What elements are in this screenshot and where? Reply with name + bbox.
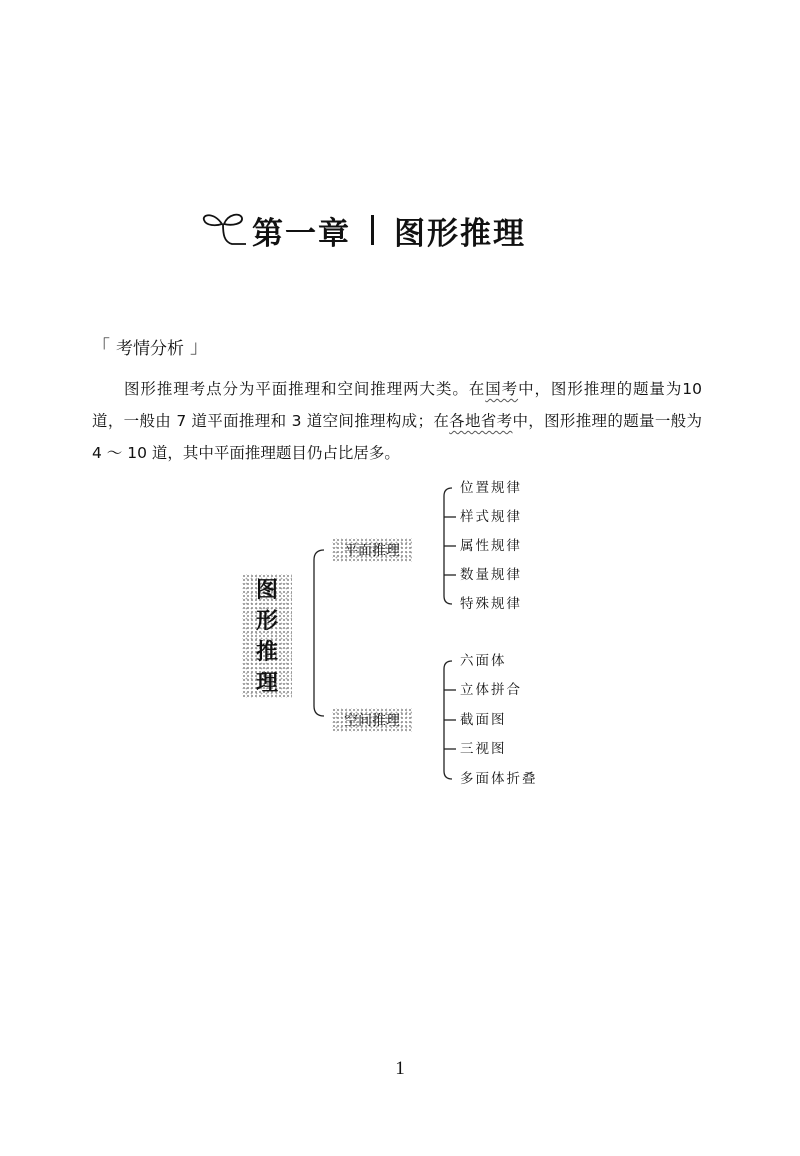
leaf-item: 立体拼合 bbox=[460, 682, 522, 698]
leaf-item: 数量规律 bbox=[460, 567, 522, 583]
open-bracket: 「 bbox=[92, 337, 110, 358]
close-bracket: 」 bbox=[190, 337, 208, 358]
leaf-item: 位置规律 bbox=[460, 480, 522, 496]
leaf-item: 三视图 bbox=[460, 741, 507, 757]
chapter-name: 图形推理 bbox=[394, 215, 526, 252]
chapter-title bbox=[200, 205, 620, 255]
section-heading bbox=[92, 333, 208, 359]
sprout-icon bbox=[200, 210, 248, 250]
intro-paragraph bbox=[92, 373, 702, 469]
branch-plane-reasoning: 平面推理 bbox=[332, 538, 412, 562]
para-emphasis-1: 国考 bbox=[485, 380, 519, 398]
branch-space-reasoning: 空间推理 bbox=[332, 708, 412, 732]
diagram-root: 图 形 推 理 bbox=[242, 574, 292, 698]
page-number: 1 bbox=[395, 1058, 405, 1079]
chapter-separator bbox=[371, 215, 374, 245]
leaf-item: 属性规律 bbox=[460, 538, 522, 554]
leaf-item: 样式规律 bbox=[460, 509, 522, 525]
para-text-3: 中，图形推理的题量一般为 4 ～ 10 道，其中平面推理题目仍占比居多。 bbox=[92, 412, 702, 462]
para-text-1: 图形推理考点分为平面推理和空间推理两大类。在 bbox=[124, 380, 486, 398]
leaf-item: 截面图 bbox=[460, 712, 507, 728]
topic-tree-diagram bbox=[230, 478, 560, 798]
leaf-item: 多面体折叠 bbox=[460, 771, 538, 787]
para-text-2: 中，图形推理的题量为10 道，一般由 7 道平面推理和 3 道空间推理构成；在 bbox=[92, 380, 702, 430]
leaf-item: 六面体 bbox=[460, 653, 507, 669]
para-emphasis-2: 各地省考 bbox=[449, 412, 513, 430]
chapter-number: 第一章 bbox=[252, 215, 351, 252]
section-label: 考情分析 bbox=[116, 338, 184, 359]
leaf-item: 特殊规律 bbox=[460, 596, 522, 612]
